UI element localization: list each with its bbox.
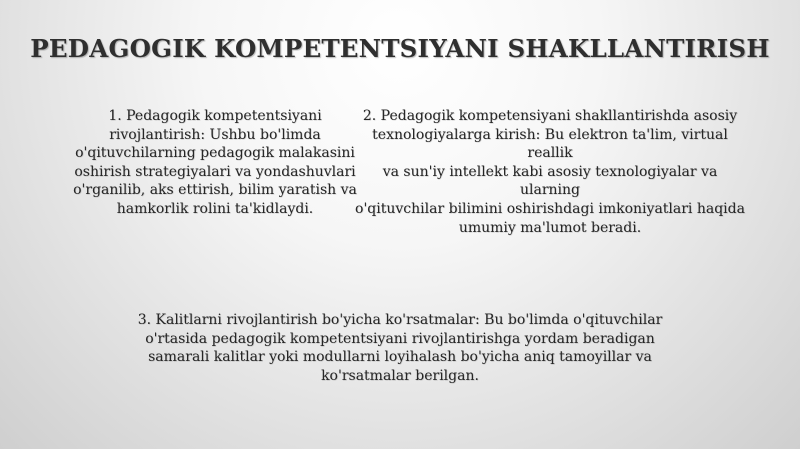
text-block-texnologiyalar: 2. Pedagogik kompetensiyani shakllantirishda asosiy texnologiyalarga kirish: Bu elektron ta'lim, virtual reallik va sun'iy intellekt kabi asosiy texnologiyalar va ularning o'qituvchilar bilimini oshirishdagi imkoniyatlari haqida umumiy ma'lumot beradi. [355,108,745,236]
text-block-kalitlar: 3. Kalitlarni rivojlantirish bo'yicha ko'rsatmalar: Bu bo'limda o'qituvchilar o'rtasida pedagogik kompetentsiyani rivojlantirishga yordam beradigan samarali kalitlar yoki modullarni loyihalash bo'yicha aniq tamoyillar va ko'rsatmalar berilgan. [137,312,663,384]
text-block-pedagogik-kompetentsiya: 1. Pedagogik kompetentsiyani rivojlantirish: Ushbu bo'limda o'qituvchilarning pedagogik malakasini oshirish strategiyalari va yondashuvlari o'rganilib, aks ettirish, bilim yaratish va hamkorlik rolini ta'kidlaydi. [73,108,357,217]
slide-title: PEDAGOGIK KOMPETENTSIYANI SHAKLLANTIRISH [30,34,770,63]
